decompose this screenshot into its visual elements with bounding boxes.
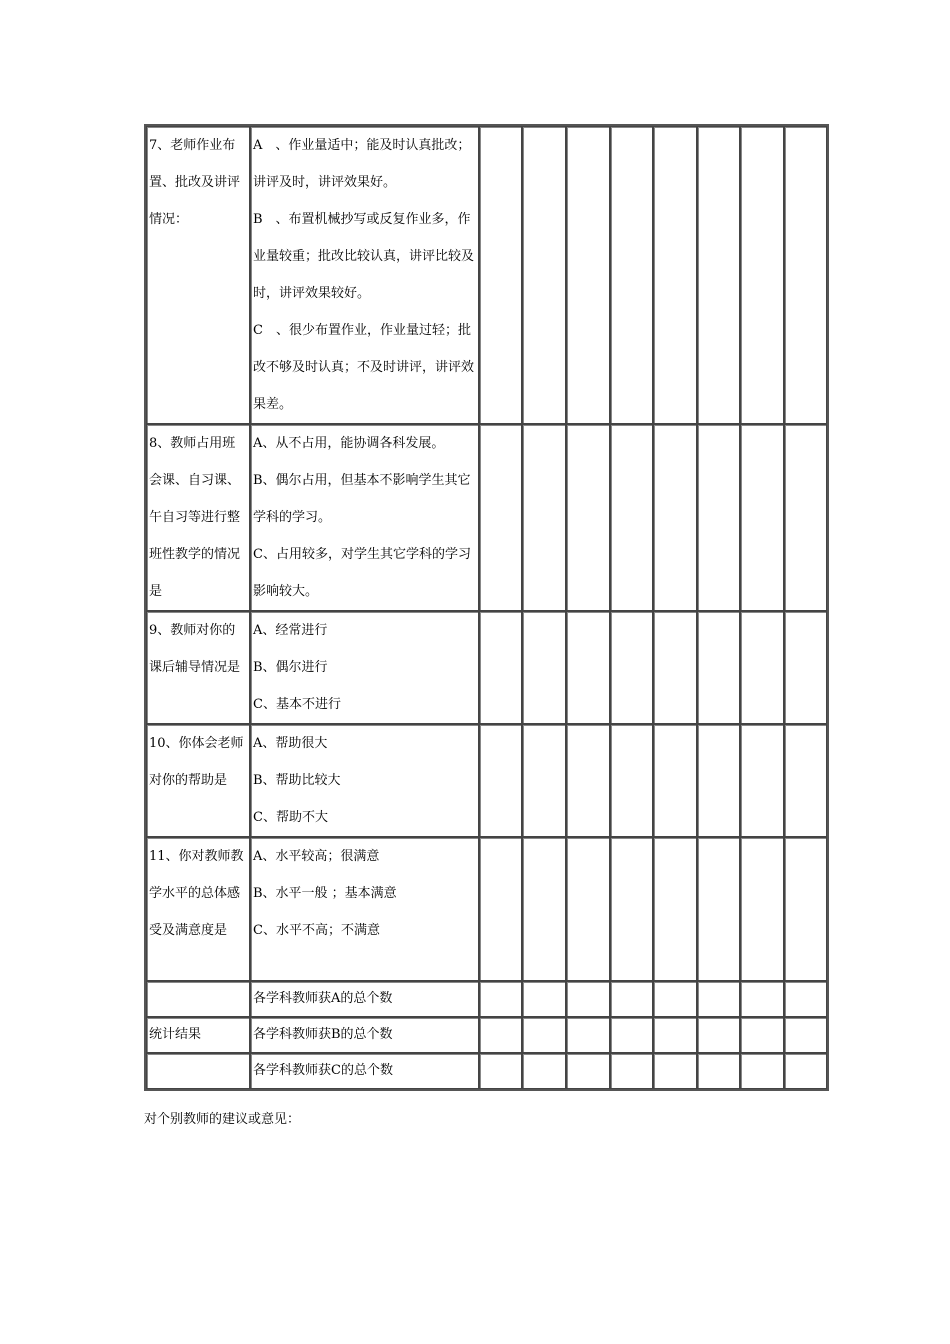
- teacher-cell[interactable]: [522, 837, 566, 981]
- teacher-cell[interactable]: [610, 611, 653, 724]
- count-cell[interactable]: [610, 1053, 653, 1089]
- teacher-cell[interactable]: [566, 424, 610, 611]
- teacher-cell[interactable]: [784, 611, 827, 724]
- question-row-9: [146, 611, 827, 724]
- stats-row-label: 各学科教师获A的总个数: [250, 981, 479, 1017]
- option-c: C 、很少布置作业，作业量过轻；批改不够及时认真；不及时讲评，讲评效果差。: [253, 323, 475, 412]
- question-options: [250, 724, 479, 837]
- question-label: 8、教师占用班会课、自习课、午自习等进行整班性教学的情况是: [146, 424, 250, 611]
- question-row-11: [146, 837, 827, 981]
- teacher-cell[interactable]: [784, 724, 827, 837]
- question-options: [250, 126, 479, 424]
- option-b: B、水平一般 ；基本满意: [253, 886, 397, 901]
- question-options: [250, 837, 479, 981]
- teacher-cell[interactable]: [479, 611, 522, 724]
- option-b: B、偶尔占用，但基本不影响学生其它学科的学习。: [253, 473, 471, 525]
- teacher-cell[interactable]: [740, 424, 784, 611]
- teacher-cell[interactable]: [697, 424, 740, 611]
- teacher-cell[interactable]: [784, 837, 827, 981]
- stats-row-label: 各学科教师获B的总个数: [250, 1017, 479, 1053]
- teacher-cell[interactable]: [610, 424, 653, 611]
- teacher-cell[interactable]: [566, 126, 610, 424]
- teacher-cell[interactable]: [479, 837, 522, 981]
- teacher-cell[interactable]: [697, 126, 740, 424]
- question-label: 7、老师作业布置、批改及讲评情况：: [146, 126, 250, 424]
- teacher-cell[interactable]: [653, 126, 697, 424]
- teacher-cell[interactable]: [610, 126, 653, 424]
- teacher-cell[interactable]: [522, 126, 566, 424]
- teacher-cell[interactable]: [479, 724, 522, 837]
- teacher-cell[interactable]: [653, 424, 697, 611]
- count-cell[interactable]: [653, 981, 697, 1017]
- count-cell[interactable]: [653, 1017, 697, 1053]
- teacher-cell[interactable]: [566, 611, 610, 724]
- count-cell[interactable]: [740, 1053, 784, 1089]
- teacher-cell[interactable]: [784, 126, 827, 424]
- count-cell[interactable]: [697, 1053, 740, 1089]
- count-cell[interactable]: [740, 1017, 784, 1053]
- question-options: [250, 424, 479, 611]
- count-cell[interactable]: [566, 1017, 610, 1053]
- teacher-cell[interactable]: [479, 126, 522, 424]
- count-cell[interactable]: [610, 981, 653, 1017]
- teacher-cell[interactable]: [697, 724, 740, 837]
- stats-row-b: [146, 1017, 827, 1053]
- stats-empty-cell: [146, 1053, 250, 1089]
- teacher-cell[interactable]: [610, 724, 653, 837]
- option-c: C、基本不进行: [253, 697, 341, 712]
- teacher-cell[interactable]: [653, 837, 697, 981]
- option-c: C、水平不高；不满意: [253, 923, 380, 938]
- teacher-cell[interactable]: [522, 724, 566, 837]
- teacher-cell[interactable]: [697, 837, 740, 981]
- count-cell[interactable]: [479, 1017, 522, 1053]
- count-cell[interactable]: [566, 981, 610, 1017]
- count-cell[interactable]: [740, 981, 784, 1017]
- question-label: 10、你体会老师对你的帮助是: [146, 724, 250, 837]
- option-a: A、水平较高；很满意: [253, 849, 380, 864]
- teacher-cell[interactable]: [566, 724, 610, 837]
- count-cell[interactable]: [522, 1053, 566, 1089]
- stats-row-c: [146, 1053, 827, 1089]
- teacher-cell[interactable]: [479, 424, 522, 611]
- stats-row-a: [146, 981, 827, 1017]
- count-cell[interactable]: [479, 981, 522, 1017]
- option-b: B、帮助比较大: [253, 773, 341, 788]
- count-cell[interactable]: [653, 1053, 697, 1089]
- question-options: [250, 611, 479, 724]
- option-a: A、帮助很大: [253, 736, 328, 751]
- count-cell[interactable]: [697, 981, 740, 1017]
- teacher-cell[interactable]: [784, 424, 827, 611]
- question-row-8: [146, 424, 827, 611]
- count-cell[interactable]: [697, 1017, 740, 1053]
- teacher-cell[interactable]: [697, 611, 740, 724]
- question-label: 11、你对教师教学水平的总体感受及满意度是: [146, 837, 250, 981]
- teacher-cell[interactable]: [653, 611, 697, 724]
- count-cell[interactable]: [784, 981, 827, 1017]
- count-cell[interactable]: [610, 1017, 653, 1053]
- stats-title: 统计结果: [146, 1017, 250, 1053]
- teacher-cell[interactable]: [740, 126, 784, 424]
- teacher-cell[interactable]: [522, 424, 566, 611]
- option-b: B 、布置机械抄写或反复作业多，作业量较重；批改比较认真，讲评比较及时，讲评效果较好。: [253, 212, 475, 301]
- option-a: A、从不占用，能协调各科发展。: [253, 436, 445, 451]
- stats-empty-cell: [146, 981, 250, 1017]
- count-cell[interactable]: [566, 1053, 610, 1089]
- teacher-cell[interactable]: [740, 724, 784, 837]
- option-c: C、帮助不大: [253, 810, 328, 825]
- count-cell[interactable]: [784, 1017, 827, 1053]
- teacher-cell[interactable]: [610, 837, 653, 981]
- teacher-cell[interactable]: [522, 611, 566, 724]
- evaluation-table: [144, 124, 829, 1091]
- suggestion-label: 对个别教师的建议或意见：: [144, 1112, 301, 1127]
- count-cell[interactable]: [522, 981, 566, 1017]
- count-cell[interactable]: [522, 1017, 566, 1053]
- count-cell[interactable]: [479, 1053, 522, 1089]
- question-row-7: [146, 126, 827, 424]
- count-cell[interactable]: [784, 1053, 827, 1089]
- teacher-cell[interactable]: [740, 611, 784, 724]
- teacher-cell[interactable]: [566, 837, 610, 981]
- option-c: C、占用较多，对学生其它学科的学习影响较大。: [253, 547, 471, 599]
- stats-row-label: 各学科教师获C的总个数: [250, 1053, 479, 1089]
- question-label: 9、教师对你的课后辅导情况是: [146, 611, 250, 724]
- option-a: A、经常进行: [253, 623, 328, 638]
- question-row-10: [146, 724, 827, 837]
- option-a: A 、作业量适中；能及时认真批改；讲评及时，讲评效果好。: [253, 138, 471, 190]
- teacher-cell[interactable]: [653, 724, 697, 837]
- option-b: B、偶尔进行: [253, 660, 328, 675]
- teacher-cell[interactable]: [740, 837, 784, 981]
